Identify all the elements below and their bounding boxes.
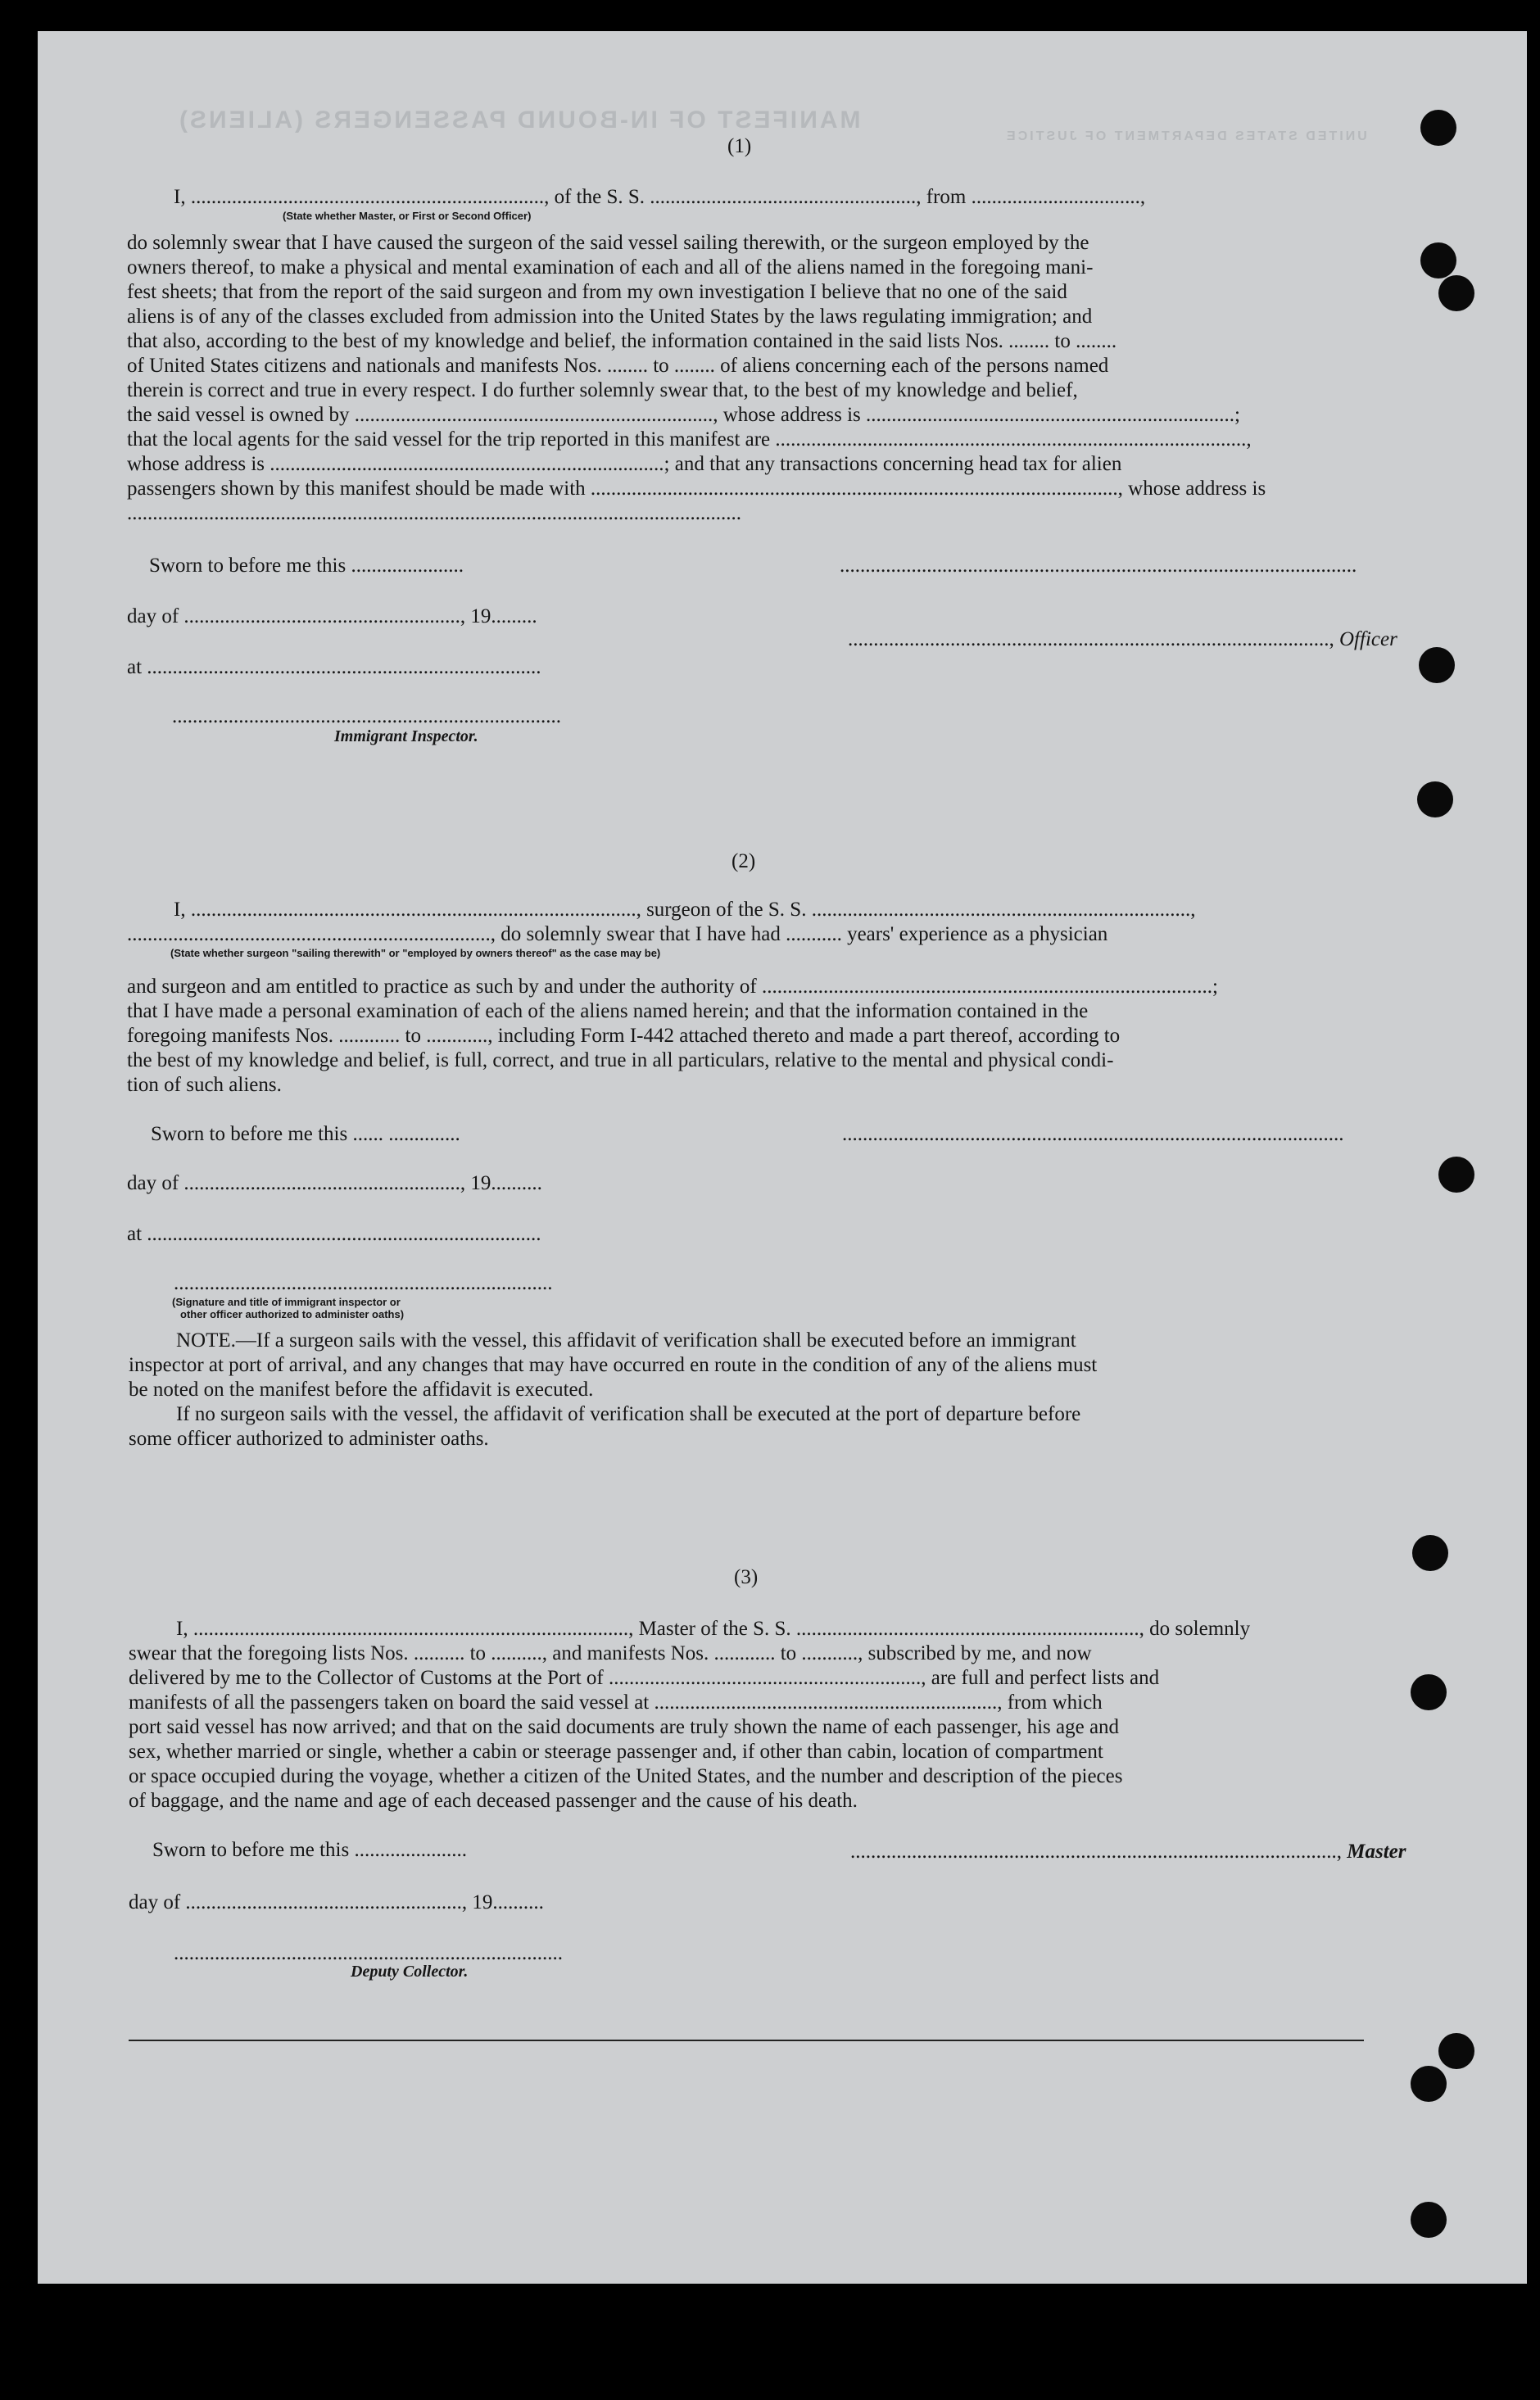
section-3-body-line: or space occupied during the voyage, whether a citizen of the United States, and the number and description of the pieces	[129, 1765, 1123, 1787]
section-3-body-line: port said vessel has now arrived; and that on the said documents are truly shown the name of each passenger, his age and	[129, 1716, 1120, 1738]
section-2-experience-line: ......................................................................., do solemnly swear that I have had ........... years' experience as a physician	[127, 923, 1108, 945]
section-3-body-line: sex, whether married or single, whether a cabin or steerage passenger and, if other than cabin, location of compartment	[129, 1741, 1103, 1763]
section-2-body-line: tion of such aliens.	[127, 1074, 282, 1096]
signature-line: .....................................................................................................	[840, 555, 1357, 577]
signature-line: ..................................................................................................	[842, 1123, 1344, 1145]
binder-hole	[1420, 110, 1456, 146]
section-1-body-line: therein is correct and true in every respect. I do further solemnly swear that, to the best of my knowledge and belief,	[127, 379, 1078, 401]
section-2-body-line: the best of my knowledge and belief, is full, correct, and true in all particulars, relative to the mental and physical condi-	[127, 1049, 1114, 1071]
inspector-signature-line: ..........................................................................	[174, 1272, 553, 1294]
binder-hole	[1438, 1157, 1474, 1193]
section-1-body-line: whose address is .............................................................................; and that any transactions concerning head tax for alien	[127, 453, 1122, 475]
date-line: day of ......................................................, 19..........	[129, 1891, 544, 1913]
officer-label: Officer	[1339, 628, 1397, 650]
section-3-number: (3)	[734, 1566, 759, 1588]
section-2-surgeon-line: I, ......................................................................................., surgeon of the S. S. ..........................................................................,	[174, 899, 1196, 921]
master-signature-line	[850, 1840, 1406, 1864]
binder-hole	[1411, 2202, 1447, 2238]
section-1-body-line: the said vessel is owned by ......................................................................, whose address is ........................................................................;	[127, 404, 1240, 426]
signature-title-note: (Signature and title of immigrant inspector or	[172, 1296, 401, 1308]
section-1-body-line: owners thereof, to make a physical and mental examination of each and all of the aliens named in the foregoing mani-	[127, 256, 1094, 278]
section-1-body-line: aliens is of any of the classes excluded from admission into the United States by the laws regulating immigration; and	[127, 306, 1093, 328]
signature-title-note: other officer authorized to administer oaths)	[180, 1308, 405, 1320]
place-line: at .............................................................................	[127, 656, 541, 678]
section-1-body-line: of United States citizens and nationals and manifests Nos. ........ to ........ of aliens concerning each of the persons named	[127, 355, 1109, 377]
sworn-line: Sworn to before me this ......................	[152, 1839, 467, 1861]
binder-hole	[1411, 2066, 1447, 2102]
section-3-body-line: I, ....................................................................................., Master of the S. S. ..................................................................., do solemnly	[176, 1618, 1251, 1640]
note-line: If no surgeon sails with the vessel, the affidavit of verification shall be executed at the port of departure before	[176, 1403, 1081, 1425]
binder-hole	[1411, 1674, 1447, 1710]
master-label: Master	[1347, 1841, 1406, 1863]
date-line: day of ......................................................, 19.........	[127, 605, 537, 627]
section-1-body-line: that the local agents for the said vessel for the trip reported in this manifest are ............................................................................................,	[127, 428, 1252, 451]
bottom-rule	[129, 2040, 1364, 2041]
section-1-number: (1)	[727, 135, 752, 157]
collector-signature-line: ............................................................................	[174, 1942, 563, 1964]
immigrant-inspector-label: Immigrant Inspector.	[334, 727, 478, 745]
master-dots: ...............................................................................................,	[850, 1841, 1348, 1863]
binder-hole	[1412, 1535, 1448, 1571]
binder-hole	[1417, 781, 1453, 817]
section-1-officer-line: I, ....................................................................., of the S. S. ...................................................., from .................................,	[174, 186, 1146, 208]
section-2-body-line: that I have made a personal examination of each of the aliens named herein; and that the information contained in the	[127, 1000, 1089, 1022]
sworn-line: Sworn to before me this ...... ..............	[151, 1123, 460, 1145]
section-1-body-line: ........................................................................................................................	[127, 502, 741, 524]
officer-dots: ..............................................................................................,	[848, 628, 1339, 650]
section-3-body-line: manifests of all the passengers taken on board the said vessel at ..................................................................., from which	[129, 1691, 1103, 1714]
section-3-body-line: of baggage, and the name and age of each deceased passenger and the cause of his death.	[129, 1790, 858, 1812]
surgeon-type-note: (State whether surgeon "sailing therewith" or "employed by owners thereof" as the case may be)	[170, 947, 661, 959]
place-line: at .............................................................................	[127, 1223, 541, 1245]
inspector-signature-line: ............................................................................	[172, 705, 561, 727]
note-line: be noted on the manifest before the affidavit is executed.	[129, 1379, 594, 1401]
date-line: day of ......................................................, 19..........	[127, 1172, 542, 1194]
note-line: NOTE.—If a surgeon sails with the vessel, this affidavit of verification shall be executed before an immigrant	[176, 1329, 1076, 1352]
section-1-body-line: passengers shown by this manifest should be made with ......................................................................................................., whose address is	[127, 478, 1266, 500]
section-2-body-line: and surgeon and am entitled to practice as such by and under the authority of ........................................................................................;	[127, 976, 1218, 998]
note-line: inspector at port of arrival, and any changes that may have occurred en route in the condition of any of the aliens must	[129, 1354, 1098, 1376]
section-2-number: (2)	[732, 850, 756, 872]
section-2-body-line: foregoing manifests Nos. ............ to ............, including Form I-442 attached thereto and made a part thereof, according to	[127, 1025, 1121, 1047]
binder-hole	[1419, 647, 1455, 683]
officer-signature-line	[848, 627, 1397, 652]
section-1-body-line: that also, according to the best of my knowledge and belief, the information contained in the said lists Nos. ........ to ........	[127, 330, 1117, 352]
deputy-collector-label: Deputy Collector.	[351, 1963, 469, 1981]
binder-hole	[1420, 242, 1456, 278]
note-line: some officer authorized to administer oaths.	[129, 1428, 489, 1450]
section-3-body-line: delivered by me to the Collector of Customs at the Port of ............................................................., are full and perfect lists and	[129, 1667, 1160, 1689]
section-1-body-line: do solemnly swear that I have caused the surgeon of the said vessel sailing therewith, or the surgeon employed by the	[127, 232, 1089, 254]
officer-rank-note: (State whether Master, or First or Second Officer)	[283, 210, 532, 222]
sworn-line: Sworn to before me this ......................	[149, 555, 464, 577]
bleed-through-subtitle: UNITED STATES DEPARTMENT OF JUSTICE	[1004, 129, 1367, 143]
binder-hole	[1438, 275, 1474, 311]
bleed-through-title: MANIFEST OF IN-BOUND PASSENGERS (ALIENS)	[177, 106, 861, 134]
binder-hole	[1438, 2033, 1474, 2069]
section-3-body-line: swear that the foregoing lists Nos. .......... to .........., and manifests Nos. ............ to ..........., subscribed by me, and now	[129, 1642, 1092, 1664]
section-1-body-line: fest sheets; that from the report of the said surgeon and from my own investigation I believe that no one of the said	[127, 281, 1067, 303]
